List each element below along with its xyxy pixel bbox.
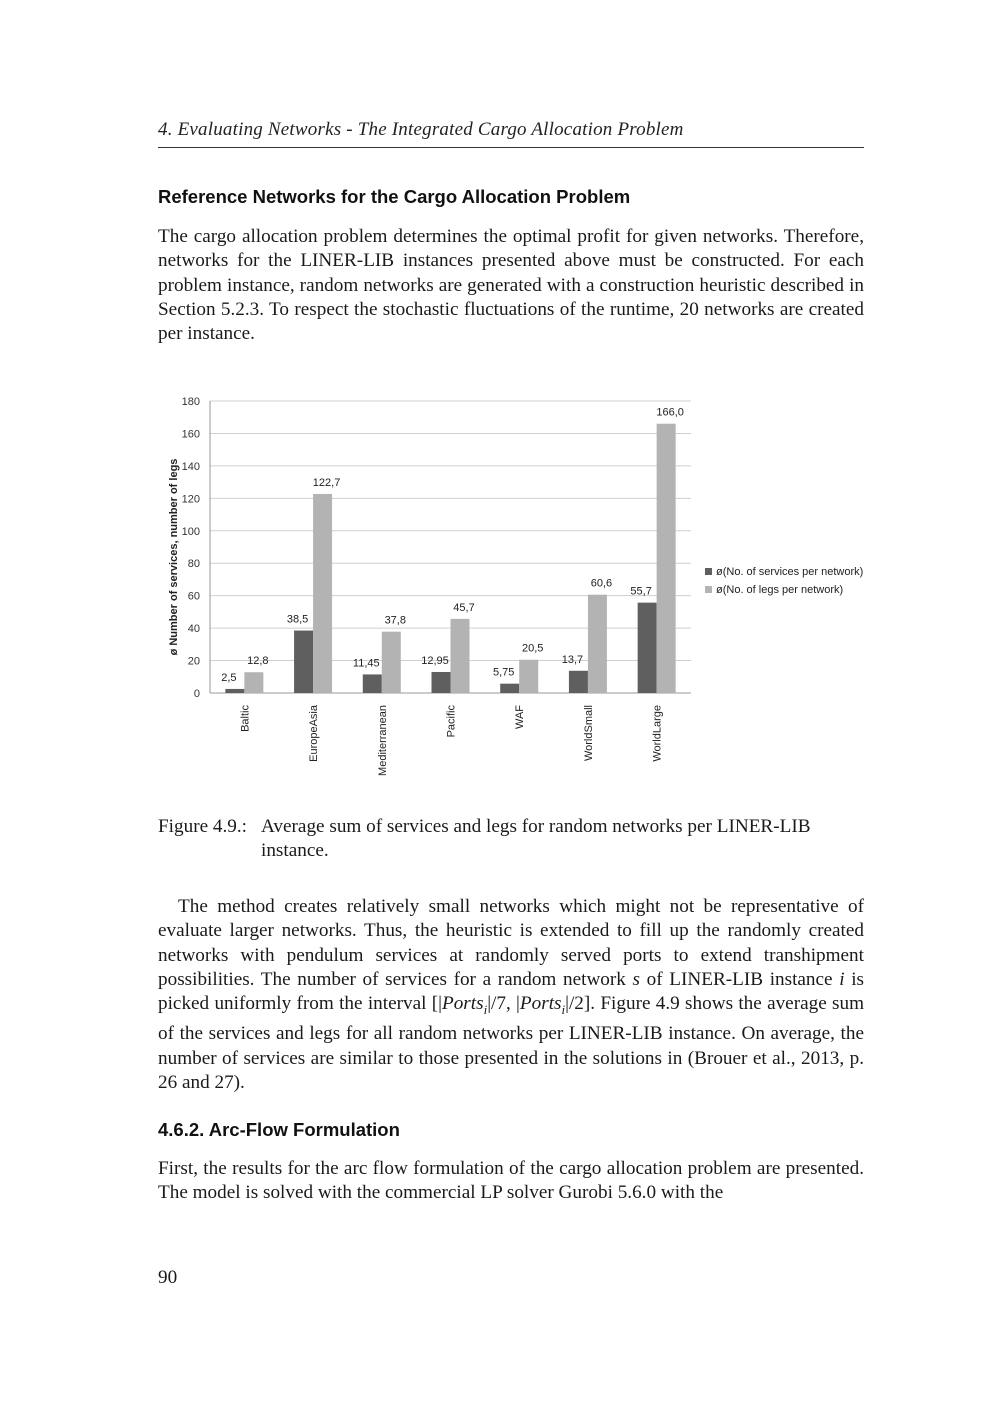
x-category-label: WAF: [514, 705, 527, 730]
x-category-label: WorldLarge: [651, 705, 664, 762]
body-text-e: |/2]. Figure 4.9 shows the average sum of the services and legs for all random networks per LINER-LIB instance. On average, the number of services are similar to those presented in the solutions in (Brouer et al., 2013, p. 26 and 27).: [158, 993, 865, 1093]
bar-legs: [657, 424, 676, 693]
x-category-label: WorldSmall: [582, 705, 595, 762]
data-label: 5,75: [493, 666, 515, 679]
bar-legs: [382, 632, 401, 693]
y-tick-label: 120: [181, 493, 200, 506]
data-label: 38,5: [286, 613, 309, 626]
caption-label: Figure 4.9.:: [158, 816, 248, 837]
math-ports-1: Ports: [441, 993, 484, 1015]
bar-legs: [588, 595, 607, 693]
body-text-c: is picked uniformly from the interval [|: [158, 968, 864, 1015]
data-label: 13,7: [561, 653, 584, 666]
caption-text: Average sum of services and legs for random networks per LINER-LIB instance.: [261, 816, 811, 862]
bar-services: [500, 684, 519, 693]
running-header: 4. Evaluating Networks - The Integrated Cargo Allocation Problem: [158, 119, 864, 148]
y-tick-label: 100: [181, 525, 200, 538]
math-ports-2: Ports: [519, 993, 562, 1015]
y-tick-label: 140: [181, 460, 200, 473]
legend-label: ø(No. of legs per network): [716, 584, 844, 596]
data-label: 12,8: [247, 655, 269, 668]
body-paragraph: [158, 895, 864, 1095]
figure-chart: [158, 388, 864, 788]
data-label: 55,7: [630, 585, 652, 598]
body-text-d: |/7, |: [487, 993, 520, 1015]
math-sub-1: i: [483, 1002, 488, 1018]
body-text-b: of LINER-LIB instance: [640, 968, 840, 990]
x-category-label: Mediterranean: [376, 705, 389, 776]
data-label: 122,7: [312, 476, 341, 489]
y-tick-label: 0: [193, 688, 200, 700]
y-tick-label: 20: [187, 655, 200, 668]
math-s: s: [632, 968, 640, 990]
bar-legs: [519, 660, 538, 693]
y-tick-label: 160: [181, 428, 200, 441]
data-label: 37,8: [384, 614, 406, 627]
bar-services: [225, 689, 244, 693]
data-label: 20,5: [522, 642, 544, 655]
y-axis-title: ø Number of services, number of legs: [168, 458, 180, 656]
y-tick-label: 180: [181, 396, 200, 408]
bar-chart: [158, 388, 864, 788]
bar-services: [294, 631, 313, 693]
math-i: i: [839, 968, 845, 990]
body-text-a: The method creates relatively small networks which might not be representative of evaluate larger networks. Thus, the heuristic is extended to fill up the randomly created networks with pendulum services at randomly served ports to extend transhipment possibilities. The number of services for a random network: [158, 896, 864, 990]
subsection-heading: 4.6.2. Arc-Flow Formulation: [158, 1119, 400, 1140]
x-category-label: EuropeAsia: [308, 705, 321, 762]
bar-services: [638, 603, 657, 693]
legend-label: ø(No. of services per network): [716, 566, 864, 578]
x-category-label: Pacific: [445, 705, 458, 738]
intro-paragraph: The cargo allocation problem determines the optimal profit for given networks. Therefore, networks for the LINER-LIB instances presented above must be constructed. For each problem instance, random networks are generated with a construction heuristic described in Section 5.2.3. To respect the stochastic fluctuations of the runtime, 20 networks are created per instance.: [158, 226, 864, 345]
bar-legs: [313, 494, 332, 693]
legend-swatch: [705, 586, 712, 593]
data-label: 60,6: [590, 577, 613, 590]
bar-services: [363, 674, 382, 693]
legend-swatch: [705, 568, 712, 575]
bar-legs: [244, 672, 263, 693]
data-label: 11,45: [352, 657, 380, 670]
data-label: 2,5: [221, 671, 237, 684]
bar-services: [569, 671, 588, 693]
data-label: 166,0: [656, 406, 684, 419]
section-heading: Reference Networks for the Cargo Allocation Problem: [158, 186, 631, 207]
bar-services: [432, 672, 451, 693]
y-tick-label: 40: [187, 623, 200, 636]
subsection-paragraph: First, the results for the arc flow formulation of the cargo allocation problem are presented. The model is solved with the commercial LP solver Gurobi 5.6.0 with the: [158, 1158, 864, 1204]
page-number: 90: [158, 1267, 178, 1288]
y-tick-label: 60: [187, 590, 200, 603]
data-label: 45,7: [453, 601, 475, 614]
x-category-label: Baltic: [239, 705, 252, 732]
math-sub-2: i: [561, 1002, 566, 1018]
figure-caption: [158, 815, 864, 864]
data-label: 12,95: [421, 654, 449, 667]
y-tick-label: 80: [187, 558, 200, 571]
bar-legs: [451, 619, 470, 693]
